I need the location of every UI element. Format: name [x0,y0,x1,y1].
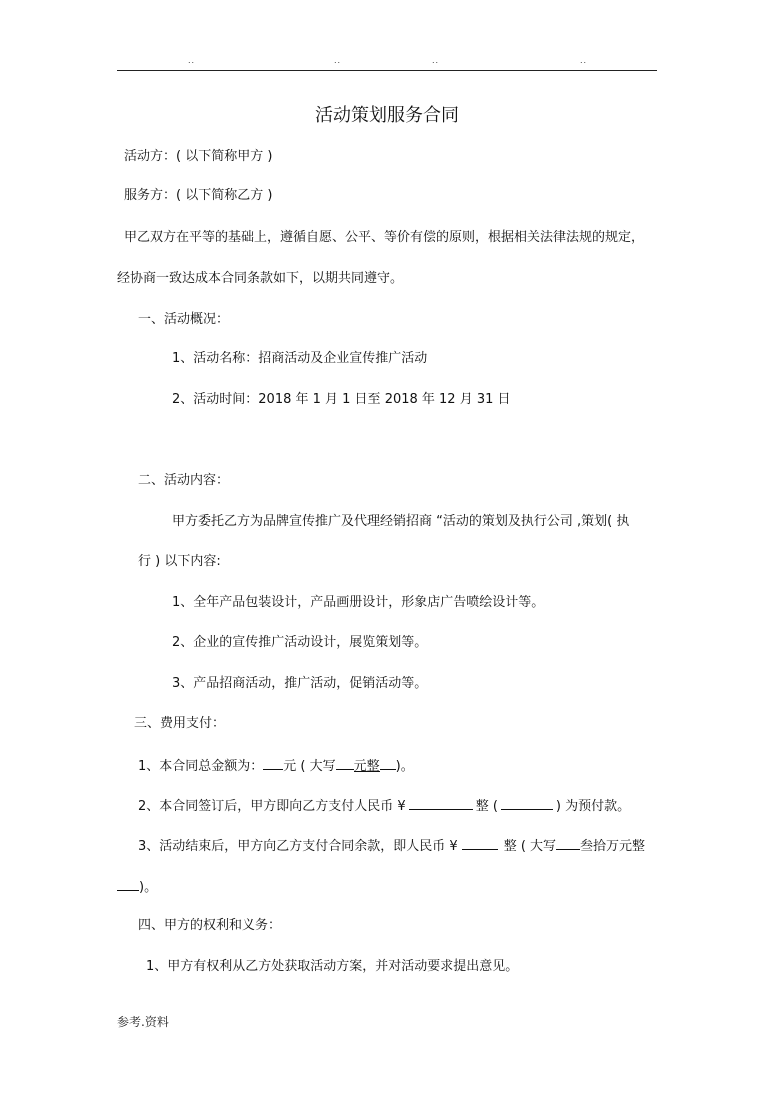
payment-item-2-text: 2、本合同签订后，甲方即向乙方支付人民币 ¥ [138,799,406,814]
balance-blank [462,835,498,850]
payment-item-1 [138,755,414,777]
header-rule [117,70,657,71]
header-dots: .. [188,56,196,65]
amount-words-blank [336,755,354,770]
party-b-line: 服务方：( 以下简称乙方 ) [124,188,273,203]
payment-item-2-text: 整 ( [475,799,498,814]
document-title: 活动策划服务合同 [315,105,459,126]
section-1-item-1: 1、活动名称：招商活动及企业宣传推广活动 [172,351,428,366]
section-2-item-3: 3、产品招商活动，推广活动，促销活动等。 [172,676,428,691]
amount-words-blank [380,755,396,770]
payment-item-3-text: 叁拾万元整 [580,839,646,854]
section-2-heading: 二、活动内容： [138,473,230,488]
payment-item-1-text: )。 [395,759,414,774]
section-4-heading: 四、甲方的权利和义务： [138,918,282,933]
payment-item-3-end [117,876,157,898]
header-dots: .. [334,56,342,65]
payment-item-1-text: 元 ( 大写 [283,759,336,774]
page-footer: 参考.资料 [117,1015,169,1029]
payment-item-1-text: 1、本合同总金额为： [138,759,264,774]
section-4-item-1: 1、甲方有权利从乙方处获取活动方案，并对活动要求提出意见。 [146,959,519,974]
amount-blank [263,755,283,770]
preamble-line-2: 经协商一致达成本合同条款如下，以期共同遵守。 [117,271,404,286]
payment-item-3-text: 整 ( 大写 [503,839,557,854]
section-2-para-line-1: 甲方委托乙方为品牌宣传推广及代理经销招商 “活动的策划及执行公司 ,策划( 执 [172,514,630,529]
section-2-item-1: 1、全年产品包装设计，产品画册设计，形象店广告喷绘设计等。 [172,595,545,610]
payment-item-2 [138,795,630,817]
section-2-item-2: 2、企业的宣传推广活动设计，展览策划等。 [172,635,428,650]
payment-item-3 [138,835,645,857]
prepayment-blank [409,795,473,810]
section-2-para-line-2: 行 ) 以下内容: [138,554,221,569]
preamble-line-1: 甲乙双方在平等的基础上，遵循自愿、公平、等价有偿的原则，根据相关法律法规的规定， [124,230,645,245]
section-3-heading: 三、费用支付： [134,716,226,731]
section-1-item-2: 2、活动时间：2018 年 1 月 1 日至 2018 年 12 月 31 日 [172,392,511,407]
payment-item-2-text: ) 为预付款。 [555,799,631,814]
header-dots: .. [580,56,588,65]
payment-item-1-text: 元整 [353,759,380,774]
header-dots: .. [432,56,440,65]
prepayment-words-blank [501,795,553,810]
balance-words-blank [556,835,580,850]
balance-words-blank [117,876,139,891]
payment-item-3-text: 3、活动结束后，甲方向乙方支付合同余款，即人民币 ¥ [138,839,458,854]
party-a-line: 活动方：( 以下简称甲方 ) [124,149,273,164]
section-1-heading: 一、活动概况： [138,312,230,327]
payment-item-3-text: )。 [139,880,158,895]
